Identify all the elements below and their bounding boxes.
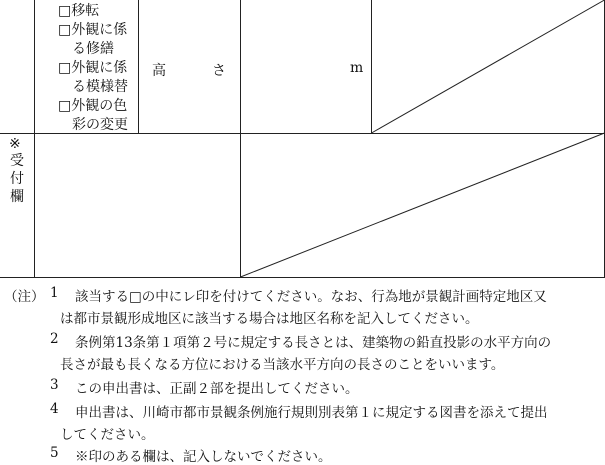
note-2-number: 2: [50, 331, 59, 347]
option-exterior-remodel-cont: る模様替: [72, 79, 128, 95]
height-label-1: 高: [152, 63, 166, 79]
reception-mark: ※: [9, 136, 21, 152]
note-3-line-1: この申出書は、正副２部を提出してください。: [75, 381, 359, 397]
note-5-line-1: ※印のある欄は、記入しないでください。: [75, 449, 332, 465]
option-exterior-repair[interactable]: □外観に係: [58, 22, 128, 38]
option-exterior-color[interactable]: □外観の色: [58, 98, 128, 114]
note-1-number: 1: [50, 285, 59, 301]
note-3-number: 3: [50, 377, 59, 393]
notes-prefix: （注）: [4, 289, 45, 305]
height-label-2: さ: [212, 63, 226, 79]
reception-char-2: 付: [10, 171, 24, 187]
note-4-line-1: 申出書は、川崎市都市景観条例施行規則別表第１に規定する図書を添えて提出: [75, 405, 548, 421]
note-4-number: 4: [50, 401, 59, 417]
option-exterior-remodel[interactable]: □外観に係: [58, 60, 128, 76]
note-2-line-2: 長さが最も長くなる方位における当該水平方向の長さのことをいいます。: [60, 357, 505, 373]
option-relocation[interactable]: □移転: [58, 3, 100, 19]
note-5-number: 5: [50, 445, 59, 461]
reception-char-3: 欄: [10, 189, 24, 205]
note-1-line-2: は都市景観形成地区に該当する場合は地区名称を記入してください。: [60, 311, 479, 327]
note-1-line-1: 該当する□の中にレ印を付けてください。なお、行為地が景観計画特定地区又: [75, 289, 547, 305]
reception-label: [9, 152, 25, 206]
height-unit: m: [350, 60, 364, 76]
option-exterior-repair-cont: る修繕: [72, 41, 114, 57]
note-2-line-1: 条例第13条第１項第２号に規定する長さとは、建築物の鉛直投影の水平方向の: [75, 335, 552, 351]
option-exterior-color-cont: 彩の変更: [72, 117, 128, 133]
reception-char-1: 受: [10, 153, 24, 169]
note-4-line-2: してください。: [60, 427, 155, 443]
